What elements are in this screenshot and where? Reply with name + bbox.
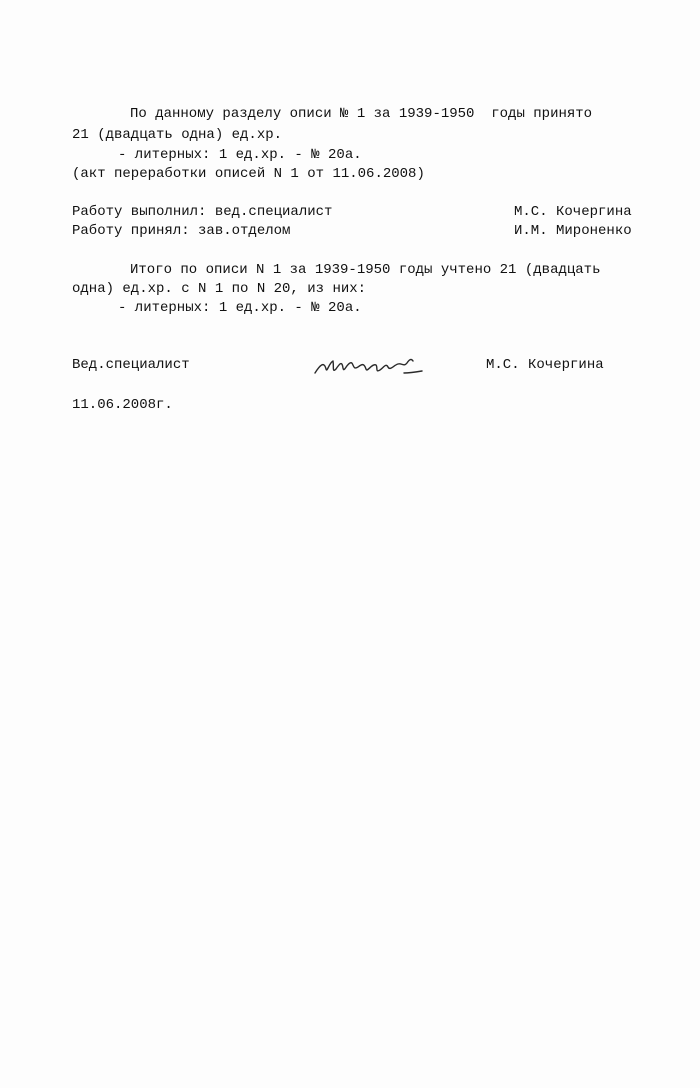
section-line-2: 21 (двадцать одна) ед.хр.	[72, 127, 283, 143]
signoff-position: Вед.специалист	[72, 357, 190, 373]
work-done-name: М.С. Кочергина	[514, 204, 632, 220]
signoff-date: 11.06.2008г.	[72, 397, 173, 413]
work-done-label: Работу выполнил: вед.специалист	[72, 204, 333, 220]
section-line-3: - литерных: 1 ед.хр. - № 20а.	[118, 147, 362, 163]
total-line-1: Итого по описи N 1 за 1939-1950 годы учтено 21 (двадцать	[130, 262, 601, 278]
work-accepted-label: Работу принял: зав.отделом	[72, 223, 291, 239]
section-line-1: По данному разделу описи № 1 за 1939-1950 годы принято	[130, 106, 593, 122]
total-line-2: одна) ед.хр. с N 1 по N 20, из них:	[72, 281, 367, 297]
signoff-name: М.С. Кочергина	[486, 357, 604, 373]
total-line-3: - литерных: 1 ед.хр. - № 20а.	[118, 300, 362, 316]
work-accepted-name: И.М. Мироненко	[514, 223, 632, 239]
section-line-4: (акт переработки описей N 1 от 11.06.2008)	[72, 166, 425, 182]
handwritten-signature	[312, 351, 424, 381]
